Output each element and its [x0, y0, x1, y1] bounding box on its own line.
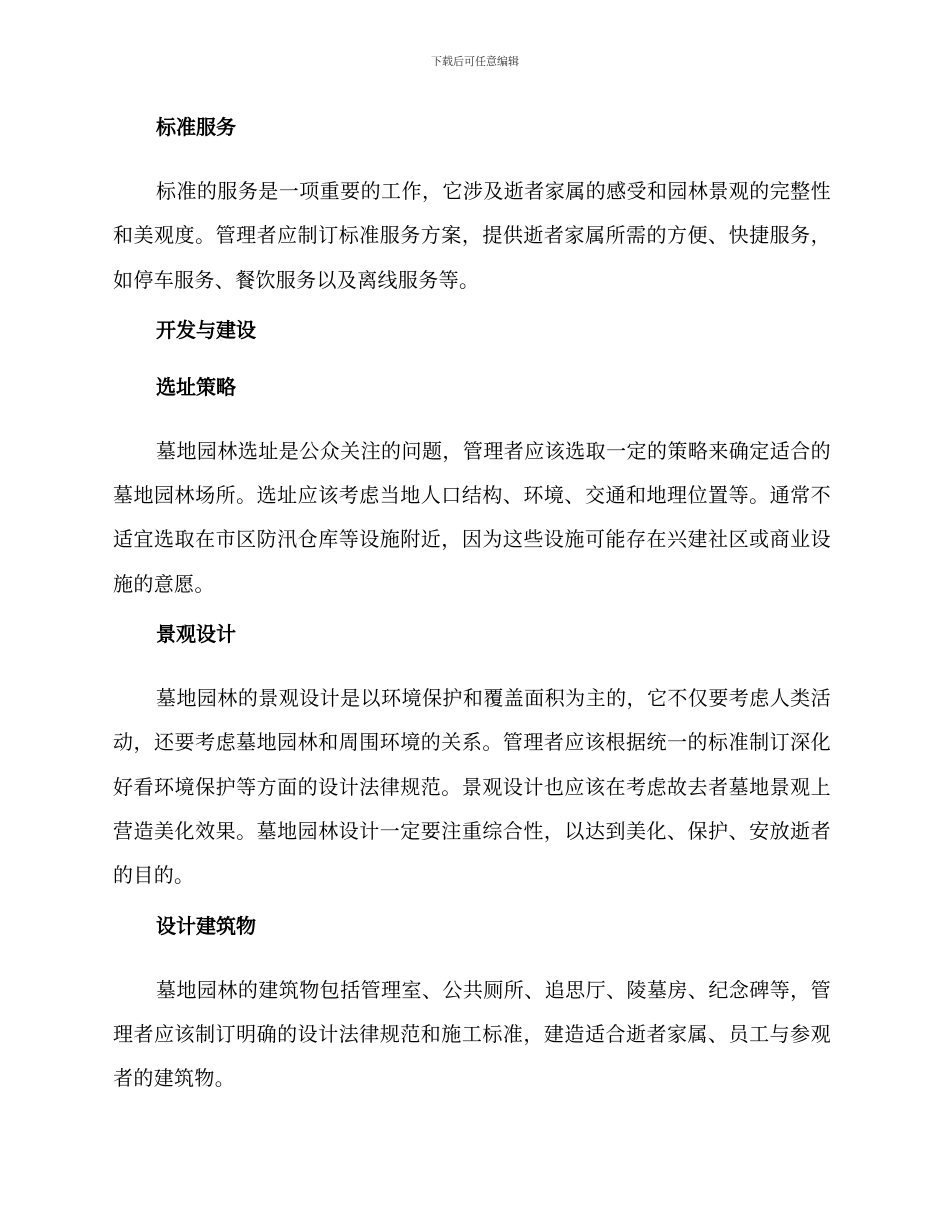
section-paragraph-building-design: 墓地园林的建筑物包括管理室、公共厕所、追思厅、陵墓房、纪念碑等，管理者应该制订明确的设计法律规范和施工标准，建造适合逝者家属、员工与参观者的建筑物。 [113, 977, 831, 1091]
document-body [113, 112, 831, 1113]
section-paragraph-standard-service: 标准的服务是一项重要的工作，它涉及逝者家属的感受和园林景观的完整性和美观度。管理者应制订标准服务方案，提供逝者家属所需的方便、快捷服务，如停车服务、餐饮服务以及离线服务等。 [113, 179, 831, 292]
section-heading-building-design: 设计建筑物 [156, 913, 256, 938]
section-heading-standard-service: 标准服务 [156, 115, 236, 139]
section-heading-site-selection: 选址策略 [156, 374, 236, 399]
section-paragraph-site-selection: 墓地园林选址是公众关注的问题，管理者应该选取一定的策略来确定适合的墓地园林场所。选址应该考虑当地人口结构、环境、交通和地理位置等。通常不适宜选取在市区防汛仓库等设施附近，因为这些设施可能存在兴建社区或商业设施的意愿。 [113, 438, 831, 596]
page-header-note: 下载后可任意编辑 [431, 55, 519, 68]
section-heading-landscape-design: 景观设计 [156, 622, 236, 647]
section-heading-development: 开发与建设 [156, 317, 256, 342]
section-paragraph-landscape-design: 墓地园林的景观设计是以环境保护和覆盖面积为主的，它不仅要考虑人类活动，还要考虑墓地园林和周围环境的关系。管理者应该根据统一的标准制订深化好看环境保护等方面的设计法律规范。景观设计也应该在考虑故去者墓地景观上营造美化效果。墓地园林设计一定要注重综合性，以达到美化、保护、安放逝者的目的。 [113, 686, 831, 888]
